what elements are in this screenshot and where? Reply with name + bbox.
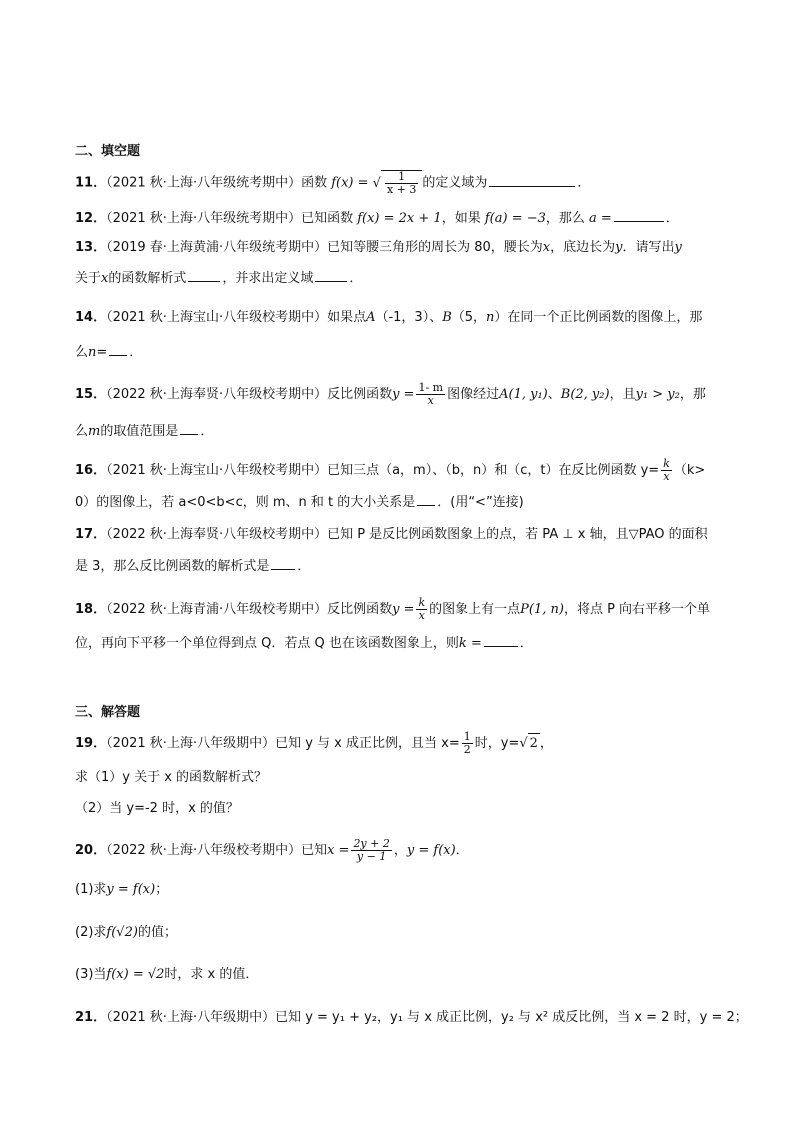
question-number: 19．	[75, 736, 107, 751]
answer-blank	[271, 556, 295, 570]
fraction	[416, 597, 427, 622]
formula: k =	[458, 636, 482, 651]
question-source: （2022 秋·上海奉贤·八年级校考期中）反比例函数	[106, 387, 393, 402]
question-12	[75, 208, 725, 229]
variable: y	[674, 240, 682, 255]
question-text: （-1，3）、	[375, 310, 443, 325]
question-19-line-2: 求（1）y 关于 x 的函数解析式？	[75, 770, 268, 785]
answer-blank	[614, 208, 664, 222]
question-text: ，且	[609, 387, 636, 402]
punctuation: ．	[455, 843, 469, 858]
section-title-fill-blank: 二、填空题	[75, 144, 141, 159]
question-text: ，那	[679, 387, 706, 402]
question-text: 的函数解析式	[108, 271, 187, 286]
fraction	[416, 382, 445, 407]
variable: m	[88, 424, 101, 439]
fraction	[351, 838, 391, 863]
formula: f(x) = √2	[106, 967, 165, 982]
fraction-denominator: y − 1	[356, 850, 387, 863]
question-text: 、	[547, 387, 561, 402]
fraction-numerator: k	[663, 457, 670, 470]
fraction-denominator: x	[418, 609, 425, 622]
question-19-line-1	[75, 731, 725, 756]
fraction	[462, 731, 473, 756]
question-text: 图像经过	[447, 387, 500, 402]
formula: f(x) =	[331, 175, 369, 191]
question-text: 的图象上有一点	[429, 602, 521, 617]
question-16-line-1	[75, 458, 725, 483]
question-text: (2)求	[75, 925, 107, 940]
question-text: ，并求出定义域	[222, 271, 314, 286]
fraction-numerator: 1	[385, 171, 418, 184]
question-text: （5，	[451, 310, 487, 325]
question-text: ，底边长为	[550, 240, 616, 255]
question-number: 11．	[75, 175, 107, 191]
question-text: 0）的图像上，若 a<0<b<c，则 m、n 和 t 的大小关系是	[75, 495, 416, 510]
punctuation: ．	[577, 175, 591, 191]
question-number: 12．	[75, 211, 107, 226]
question-17-line-2	[75, 556, 725, 577]
variable: A	[366, 310, 376, 325]
question-number: 17．	[75, 527, 107, 542]
answer-blank	[484, 633, 518, 647]
question-11	[75, 170, 725, 196]
formula: f(x) = 2x + 1	[357, 211, 442, 226]
question-number: 14．	[75, 310, 107, 325]
punctuation: ．	[349, 271, 363, 286]
question-text: 关于	[75, 271, 102, 286]
formula: x =	[327, 843, 350, 858]
punctuation: ．	[519, 636, 533, 651]
fraction	[661, 458, 672, 483]
question-text: ，将点 P 向右平移一个单	[563, 602, 711, 617]
fraction-numerator: k	[418, 596, 426, 609]
question-16-line-2	[75, 492, 725, 513]
answer-blank	[109, 342, 127, 356]
point: B(2, y₂)	[560, 387, 610, 402]
fraction-denominator: x + 3	[386, 183, 417, 196]
fraction-numerator: 2y + 2	[353, 837, 390, 850]
question-text: (1)求	[75, 882, 107, 897]
variable: n	[486, 310, 495, 325]
question-number: 21．	[75, 1010, 107, 1025]
variable: x	[101, 271, 109, 286]
fraction-denominator: x	[663, 470, 670, 483]
question-text: 么	[75, 345, 89, 360]
punctuation: ．	[200, 424, 214, 439]
formula: y = f(x)	[406, 843, 456, 858]
question-source: （2021 秋·上海·八年级期中）已知 y 与 x 成正比例，且当 x=	[106, 736, 460, 751]
answer-blank	[489, 173, 575, 187]
question-text: 是 3，那么反比例函数的解析式是	[75, 559, 270, 574]
formula: y₁ > y₂	[635, 387, 680, 402]
question-text: 时，求 x 的值．	[164, 967, 259, 982]
question-number: 16．	[75, 463, 107, 478]
question-source: （2021 秋·上海·八年级统考期中）已知函数	[106, 211, 354, 226]
question-text: 的值；	[137, 925, 177, 940]
question-text: ，	[393, 843, 407, 858]
formula: a =	[589, 211, 612, 226]
question-19-line-3: （2）当 y=-2 时，x 的值？	[75, 801, 239, 816]
question-source: （2021 秋·上海·八年级统考期中）函数	[106, 175, 328, 191]
fraction-denominator: 2	[463, 743, 471, 756]
answer-blank	[315, 268, 347, 282]
question-source: （2022 秋·上海·八年级校考期中）已知	[106, 843, 328, 858]
question-source: （2022 秋·上海青浦·八年级校考期中）反比例函数	[106, 602, 393, 617]
formula: f(√2)	[106, 925, 138, 940]
radicand: 2	[528, 733, 540, 754]
punctuation: ．	[129, 345, 143, 360]
question-13-line-2	[75, 268, 725, 289]
question-15-line-1	[75, 382, 725, 407]
question-text: （2021 秋·上海宝山·八年级校考期中）如果点	[106, 310, 367, 325]
question-text: （2021 秋·上海·八年级期中）已知 y = y₁ + y₂，y₁ 与 x 成正比例，y₂ 与 x² 成反比例，当 x = 2 时，y = 2；	[106, 1010, 748, 1025]
question-text: (3)当	[75, 967, 107, 982]
question-20-part-1	[75, 880, 725, 900]
question-20-line-1	[75, 838, 725, 863]
question-text: ，	[539, 736, 553, 751]
point: A(1, y₁)	[499, 387, 548, 402]
formula: f(a) = −3	[484, 211, 546, 226]
question-18-line-1	[75, 597, 725, 622]
question-20-part-3	[75, 965, 725, 985]
question-21-line-1	[75, 1008, 748, 1028]
question-text: 的定义域为	[422, 175, 488, 191]
question-text: ．请写出	[622, 240, 675, 255]
question-13-line-1	[75, 238, 725, 258]
point: P(1, n)	[520, 602, 564, 617]
fraction-numerator: 1- m	[418, 381, 444, 394]
question-14-line-2	[75, 342, 725, 363]
question-17-line-1	[75, 525, 725, 545]
question-text: ．(用“<”连接)	[437, 495, 524, 510]
answer-blank	[188, 268, 220, 282]
question-text: （k>	[673, 463, 706, 478]
question-text: 时，y=	[474, 736, 520, 751]
question-text: 的取值范围是	[100, 424, 179, 439]
variable: x	[542, 240, 551, 255]
sqrt-expression: √ $\frac{1}{x + 3}$	[373, 170, 423, 196]
question-15-line-2	[75, 421, 725, 442]
question-20-part-2	[75, 923, 725, 943]
fraction-numerator: 1	[463, 730, 471, 743]
answer-blank	[417, 492, 435, 506]
fraction-denominator: x	[427, 394, 434, 407]
formula: y = f(x)	[106, 882, 156, 897]
question-14-line-1	[75, 308, 725, 328]
punctuation: ．	[297, 559, 311, 574]
question-text: ，那么	[545, 211, 585, 226]
question-text: （2022 秋·上海奉贤·八年级校考期中）已知 P 是反比例函数图象上的点，若 PA ⊥ x 轴，且▽PAO 的面积	[106, 527, 708, 542]
question-number: 18．	[75, 602, 107, 617]
variable: B	[442, 310, 452, 325]
question-text: （2019 春·上海黄浦·八年级统考期中）已知等腰三角形的周长为 80，腰长为	[106, 240, 543, 255]
section-title-answer: 三、解答题	[75, 705, 141, 720]
question-number: 20．	[75, 843, 107, 858]
variable: n	[88, 345, 97, 360]
question-text: 么	[75, 424, 89, 439]
question-text: ，如果	[441, 211, 481, 226]
answer-blank	[180, 421, 198, 435]
punctuation: ．	[665, 211, 679, 226]
variable: y	[615, 240, 623, 255]
question-text: ）在同一个正比例函数的图像上，那	[494, 310, 703, 325]
formula: y =	[392, 602, 415, 617]
sqrt-expression: √ 2	[519, 733, 540, 754]
question-text: 位，再向下平移一个单位得到点 Q．若点 Q 也在该函数图象上，则	[75, 636, 459, 651]
punctuation: ；	[155, 882, 169, 897]
question-text: =	[96, 345, 108, 360]
question-text: （2021 秋·上海宝山·八年级校考期中）已知三点（a，m）、（b，n）和（c，t）在反比例函数 y=	[106, 463, 660, 478]
question-18-line-2	[75, 633, 725, 654]
question-number: 15．	[75, 387, 107, 402]
formula: y =	[392, 387, 415, 402]
question-number: 13．	[75, 240, 107, 255]
